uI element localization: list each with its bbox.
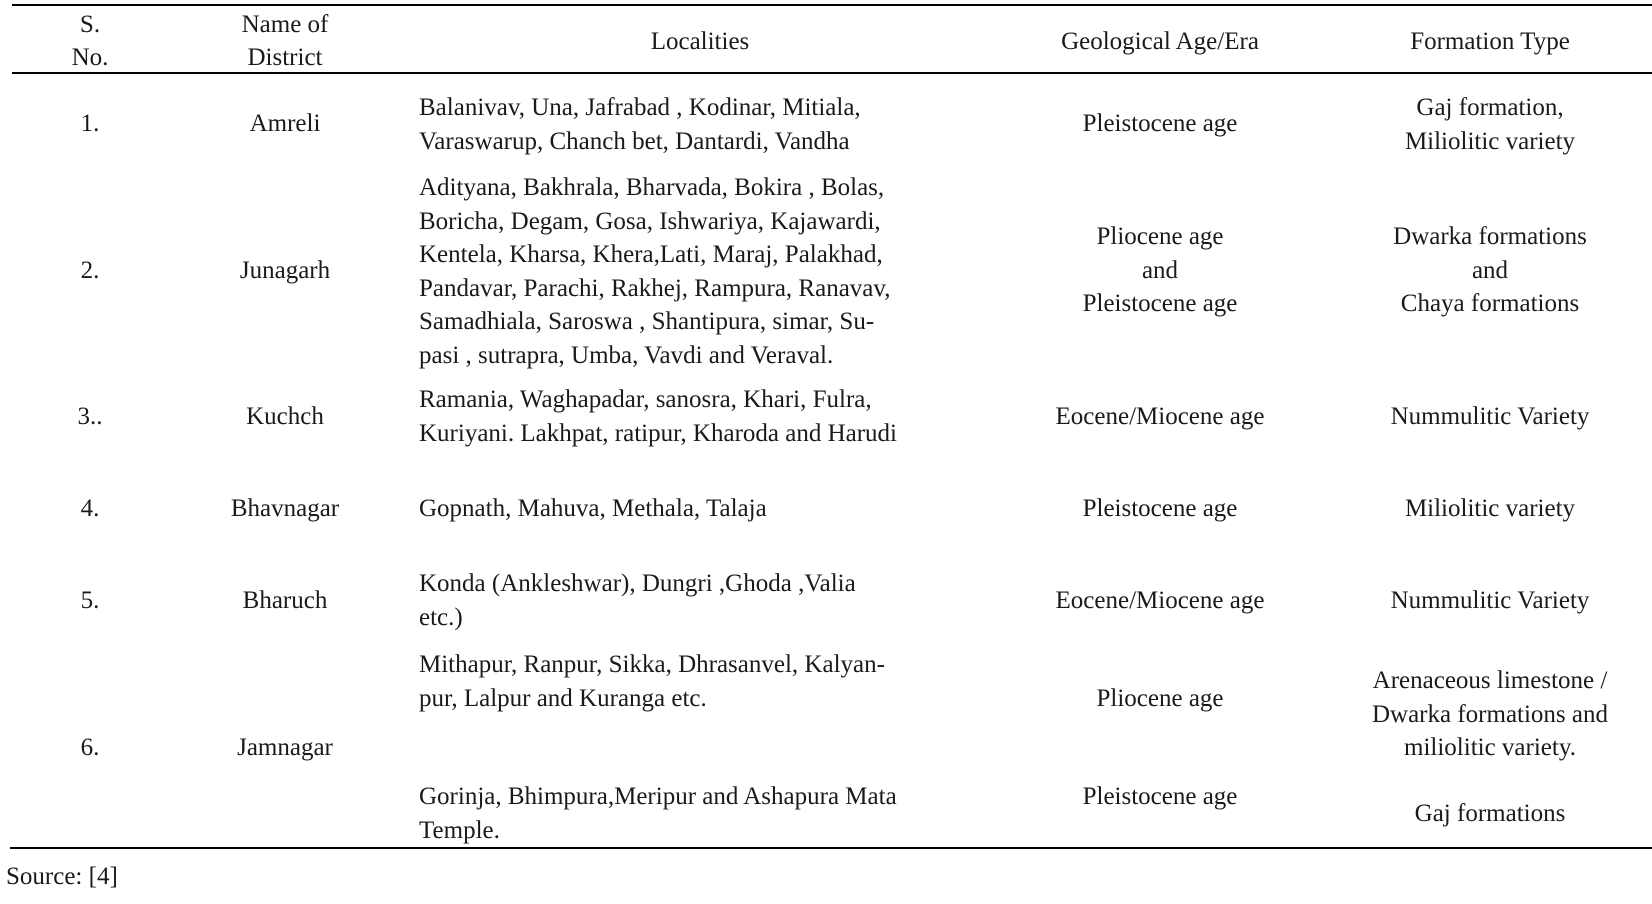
row5-age: Eocene/Miocene age bbox=[1055, 587, 1265, 614]
row1-age: Pleistocene age bbox=[1082, 110, 1238, 137]
row3-sno: 3.. bbox=[77, 403, 103, 430]
row4-sno: 4. bbox=[80, 495, 100, 522]
row6-sno: 6. bbox=[80, 734, 100, 761]
row3-age: Eocene/Miocene age bbox=[1055, 403, 1265, 430]
header-localities: Localities bbox=[650, 28, 750, 55]
row3-district: Kuchch bbox=[246, 403, 324, 430]
row1-sno: 1. bbox=[80, 110, 100, 137]
row6b-formation: Gaj formations bbox=[1414, 800, 1566, 827]
row4-formation: Miliolitic variety bbox=[1404, 495, 1576, 522]
row6a-formation: Arenaceous limestone / Dwarka formations and miliolitic variety. bbox=[1371, 667, 1609, 761]
row3-formation: Nummulitic Variety bbox=[1390, 403, 1590, 430]
row1-localities: Balanivav, Una, Jafrabad , Kodinar, Mitiala, Varaswarup, Chanch bet, Dantardi, Vandha bbox=[419, 94, 861, 155]
source-note: Source: [4] bbox=[6, 863, 118, 890]
row4-localities: Gopnath, Mahuva, Methala, Talaja bbox=[419, 495, 767, 522]
header-formation-type: Formation Type bbox=[1410, 28, 1570, 55]
header-district: Name of District bbox=[241, 11, 329, 71]
row2-localities: Adityana, Bakhrala, Bharvada, Bokira , Bolas, Boricha, Degam, Gosa, Ishwariya, Kajawardi, Kentela, Kharsa, Khera,Lati, Maraj, Palakhad, Pandavar, Parachi, Rakhej, Rampura, Ranavav, Samadhiala, Saroswa , Shantipura, simar, Su- pasi , sutrapra, Umba, Vavdi and Veraval. bbox=[419, 174, 891, 369]
row6b-age: Pleistocene age bbox=[1082, 783, 1238, 810]
row2-age: Pliocene age and Pleistocene age bbox=[1082, 223, 1238, 317]
row6a-age: Pliocene age bbox=[1096, 685, 1224, 712]
row4-district: Bhavnagar bbox=[230, 495, 340, 522]
header-sno: S. No. bbox=[71, 11, 109, 71]
row5-sno: 5. bbox=[80, 587, 100, 614]
row2-district: Junagarh bbox=[239, 257, 331, 284]
row1-formation: Gaj formation, Miliolitic variety bbox=[1404, 94, 1576, 155]
row5-formation: Nummulitic Variety bbox=[1390, 587, 1590, 614]
table-top-rule bbox=[12, 4, 1652, 6]
row2-sno: 2. bbox=[80, 257, 100, 284]
row5-district: Bharuch bbox=[242, 587, 328, 614]
row3-localities: Ramania, Waghapadar, sanosra, Khari, Fulra, Kuriyani. Lakhpat, ratipur, Kharoda and Harudi bbox=[419, 386, 898, 447]
row4-age: Pleistocene age bbox=[1082, 495, 1238, 522]
row1-district: Amreli bbox=[249, 110, 321, 137]
header-geological-age: Geological Age/Era bbox=[1061, 28, 1259, 55]
row6a-localities: Mithapur, Ranpur, Sikka, Dhrasanvel, Kalyan- pur, Lalpur and Kuranga etc. bbox=[419, 651, 885, 712]
table-bottom-rule bbox=[10, 847, 1652, 849]
row6b-localities: Gorinja, Bhimpura,Meripur and Ashapura Mata Temple. bbox=[419, 783, 897, 844]
row5-localities: Konda (Ankleshwar), Dungri ,Ghoda ,Valia etc.) bbox=[419, 570, 856, 631]
row6-district: Jamnagar bbox=[237, 734, 333, 761]
row2-formation: Dwarka formations and Chaya formations bbox=[1393, 223, 1587, 317]
